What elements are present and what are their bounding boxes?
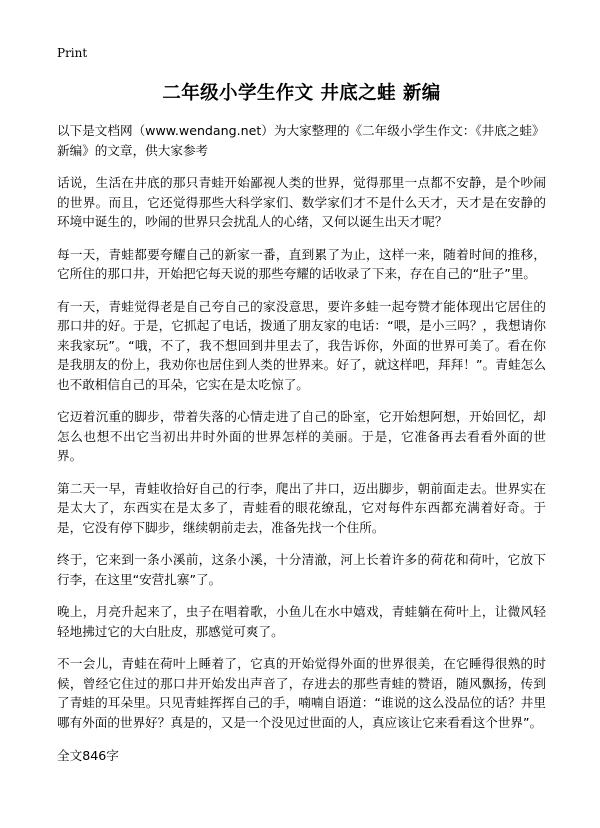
paragraph-2: 每一天，青蛙都要夸耀自己的新家一番，直到累了为止，这样一来，随着时间的推移，它所住的那口井，开始把它每天说的那些夸耀的话收录了下来，存在自己的“肚子”里。 <box>57 246 546 281</box>
paragraph-7: 晚上，月亮升起来了，虫子在唱着歌，小鱼儿在水中嬉戏，青蛙躺在荷叶上，让微风轻轻地拂过它的大白肚皮，那感觉可爽了。 <box>57 604 546 639</box>
paragraph-5: 第二天一早，青蛙收拾好自己的行李，爬出了井口，迈出脚步，朝前面走去。世界实在是太大了，东西实在是太多了，青蛙看的眼花缭乱，它对每件东西都充满着好奇。于是，它没有停下脚步，继续朝前走去，准备先找一个住所。 <box>57 480 546 535</box>
paragraph-6: 终于，它来到一条小溪前，这条小溪，十分清澈，河上长着许多的荷花和荷叶，它放下行李，在这里“安营扎寨”了。 <box>57 552 546 587</box>
word-count: 全文846字 <box>57 748 119 763</box>
print-label: Print <box>57 46 88 60</box>
paragraph-4: 它迈着沉重的脚步，带着失落的心情走进了自己的卧室，它开始想阿想，开始回忆，却怎么也想不出它当初出井时外面的世界怎样的美丽。于是，它准备再去看看外面的世界。 <box>57 409 546 463</box>
paragraph-8: 不一会儿，青蛙在荷叶上睡着了，它真的开始觉得外面的世界很美，在它睡得很熟的时候，曾经它住过的那口井开始发出声音了，存进去的那些青蛙的赞语，随风飘扬，传到了青蛙的耳朵里。只见青蛙挥挥自己的手，喃喃自语道：“谁说的这么没品位的话？井里哪有外面的世界好？真是的，又是一个没见过世面的人，真应该让它来看看这个世界”。 <box>57 656 546 730</box>
paragraph-1: 话说，生活在井底的那只青蛙开始鄙视人类的世界，觉得那里一点都不安静，是个吵闹的世界。而且，它还觉得那些大科学家们、数学家们才不是什么天才，天才是在安静的环境中诞生的，吵闹的世界只会扰乱人的心绪，又何以诞生出天才呢？ <box>57 175 546 229</box>
document-title: 二年级小学生作文 井底之蛙 新编 <box>162 83 441 104</box>
intro-text: 以下是文档网（www.wendang.net）为大家整理的《二年级小学生作文：《井底之蛙》新编》的文章，供大家参考 <box>57 123 545 158</box>
paragraph-3: 有一天，青蛙觉得老是自己夸自己的家没意思，要许多蛙一起夸赞才能体现出它居住的那口井的好。于是，它抓起了电话，拨通了朋友家的电话：“喂，是小三吗？，我想请你来我家玩”。“哦，不了，我不想回到井里去了，我告诉你，外面的世界可美了。看在你是我朋友的份上，我劝你也居住到人类的世界来。好了，就这样吧，拜拜！”。青蛙怎么也不敢相信自己的耳朵，它实在是太吃惊了。 <box>57 298 546 392</box>
